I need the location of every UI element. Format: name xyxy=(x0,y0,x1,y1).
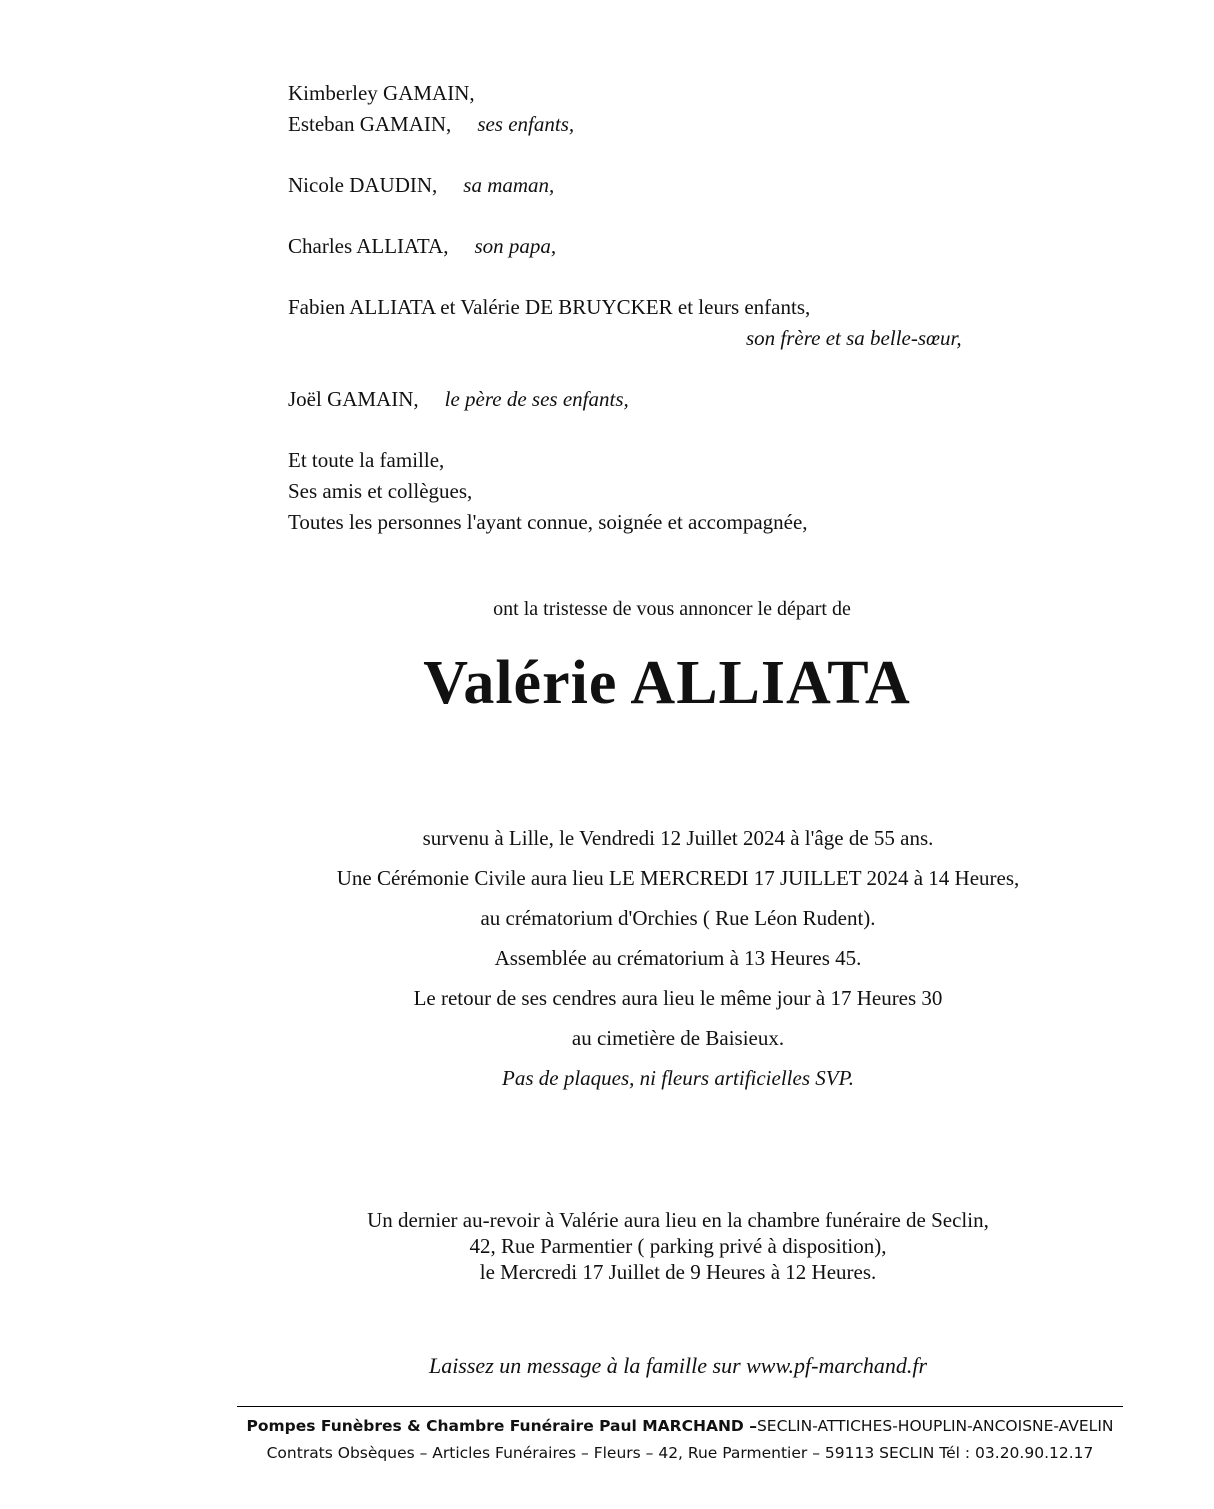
family-line-charles xyxy=(288,231,1048,262)
family-list xyxy=(288,78,1048,538)
last-goodbye xyxy=(71,1207,1214,1285)
detail-line: Assemblée au crématorium à 13 Heures 45. xyxy=(494,946,862,970)
footer-line-2: Contrats Obsèques – Articles Funéraires – Fleurs – 42, Rue Parmentier – 59113 SECLIN Tél : 03.20.90.12.17 xyxy=(266,1444,1094,1462)
family-line-nicole xyxy=(288,170,1048,201)
footer xyxy=(237,1413,1123,1467)
last-goodbye-line: Un dernier au-revoir à Valérie aura lieu en la chambre funéraire de Seclin, xyxy=(367,1208,989,1232)
detail-line: Une Cérémonie Civile aura lieu LE MERCREDI 17 JUILLET 2024 à 14 Heures, xyxy=(336,866,1020,890)
announcement-text: ont la tristesse de vous annoncer le départ de xyxy=(493,598,851,620)
detail-line: survenu à Lille, le Vendredi 12 Juillet 2024 à l'âge de 55 ans. xyxy=(422,826,934,850)
footer-divider xyxy=(237,1406,1123,1407)
ceremony-details xyxy=(71,818,1214,1098)
family-relation: sa maman, xyxy=(463,173,555,197)
detail-line: au cimetière de Baisieux. xyxy=(571,1026,785,1050)
footer-line-1 xyxy=(237,1413,1123,1440)
family-relation: le père de ses enfants, xyxy=(444,387,629,411)
family-line-friends: Ses amis et collègues, xyxy=(288,479,473,503)
last-goodbye-line: le Mercredi 17 Juillet de 9 Heures à 12 Heures. xyxy=(479,1260,877,1284)
family-line-all-family: Et toute la famille, xyxy=(288,448,445,472)
family-member-name: Esteban GAMAIN, xyxy=(288,112,452,136)
family-relation-fabien: son frère et sa belle-sœur, xyxy=(746,326,962,350)
family-relation: ses enfants, xyxy=(477,112,575,136)
family-line-joel xyxy=(288,384,1048,415)
family-member-name: Joël GAMAIN, xyxy=(288,387,419,411)
detail-line: au crématorium d'Orchies ( Rue Léon Rudent). xyxy=(480,906,876,930)
family-member-name: Nicole DAUDIN, xyxy=(288,173,438,197)
deceased-name: Valérie ALLIATA xyxy=(423,649,911,717)
family-member-name: Charles ALLIATA, xyxy=(288,234,449,258)
family-line-kimberley: Kimberley GAMAIN, xyxy=(288,81,475,105)
family-line-esteban xyxy=(288,109,1048,140)
detail-note: Pas de plaques, ni fleurs artificielles SVP. xyxy=(502,1066,854,1090)
footer-company: Pompes Funèbres & Chambre Funéraire Paul MARCHAND – xyxy=(246,1417,757,1435)
family-line-caregivers: Toutes les personnes l'ayant connue, soignée et accompagnée, xyxy=(288,510,808,534)
family-relation: son papa, xyxy=(474,234,557,258)
footer-towns: SECLIN-ATTICHES-HOUPLIN-ANCOISNE-AVELIN xyxy=(756,1417,1114,1435)
last-goodbye-line: 42, Rue Parmentier ( parking privé à disposition), xyxy=(469,1234,887,1258)
message-invitation: Laissez un message à la famille sur www.pf-marchand.fr xyxy=(428,1353,928,1378)
family-line-fabien: Fabien ALLIATA et Valérie DE BRUYCKER et leurs enfants, xyxy=(288,295,811,319)
detail-line: Le retour de ses cendres aura lieu le même jour à 17 Heures 30 xyxy=(413,986,943,1010)
